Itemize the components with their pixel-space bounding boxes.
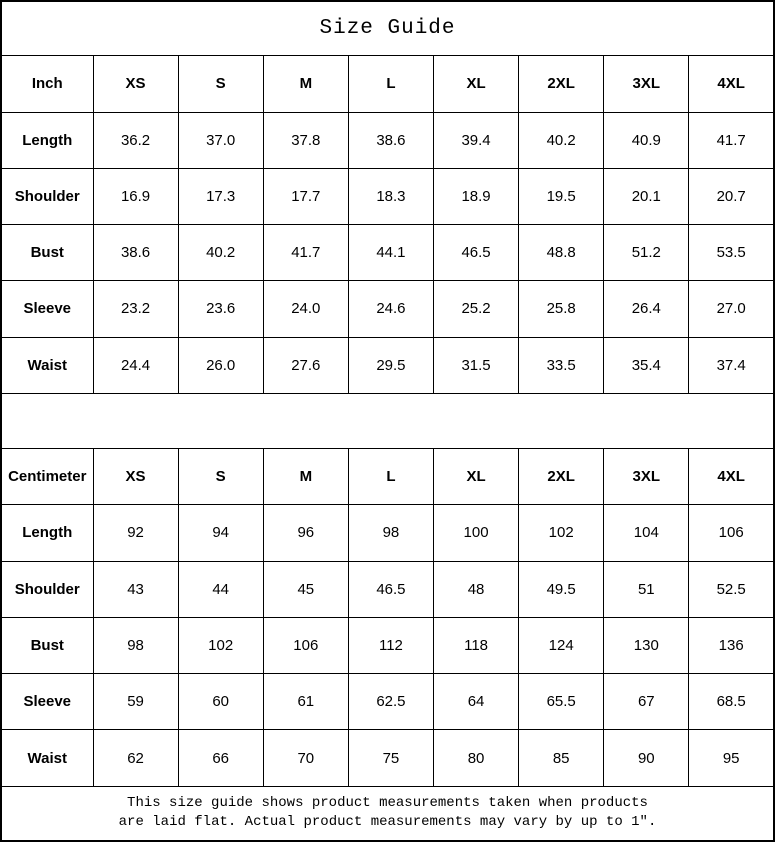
measurement-value: 25.2 — [434, 281, 519, 337]
measurement-value: 38.6 — [348, 112, 433, 168]
measurement-value: 41.7 — [263, 225, 348, 281]
measurement-value: 19.5 — [519, 168, 604, 224]
table-row — [1, 168, 774, 224]
size-column-header: L — [348, 56, 433, 112]
measurement-value: 98 — [93, 617, 178, 673]
measurement-value: 68.5 — [689, 674, 774, 730]
footer-line-2: are laid flat. Actual product measurements may vary by up to 1″. — [118, 814, 657, 831]
measurement-value: 25.8 — [519, 281, 604, 337]
measurement-value: 18.9 — [434, 168, 519, 224]
measurement-value: 62 — [93, 730, 178, 786]
measurement-value: 26.4 — [604, 281, 689, 337]
table-row — [1, 505, 774, 561]
measurement-value: 106 — [263, 617, 348, 673]
measurement-label: Length — [1, 112, 93, 168]
measurement-label: Length — [1, 505, 93, 561]
footer-line-1: This size guide shows product measurements taken when products — [127, 795, 648, 812]
table-row — [1, 337, 774, 393]
size-column-header: 4XL — [689, 56, 774, 112]
size-column-header: 2XL — [519, 449, 604, 505]
spacer-cell — [1, 393, 774, 448]
measurement-value: 20.7 — [689, 168, 774, 224]
measurement-value: 92 — [93, 505, 178, 561]
table-row — [1, 281, 774, 337]
measurement-value: 38.6 — [93, 225, 178, 281]
measurement-value: 27.6 — [263, 337, 348, 393]
measurement-value: 20.1 — [604, 168, 689, 224]
measurement-value: 66 — [178, 730, 263, 786]
size-column-header: 2XL — [519, 56, 604, 112]
measurement-value: 43 — [93, 561, 178, 617]
measurement-value: 98 — [348, 505, 433, 561]
measurement-value: 23.2 — [93, 281, 178, 337]
measurement-label: Shoulder — [1, 561, 93, 617]
measurement-value: 35.4 — [604, 337, 689, 393]
measurement-value: 24.6 — [348, 281, 433, 337]
size-column-header: XS — [93, 449, 178, 505]
inch-header-row — [1, 56, 774, 112]
measurement-value: 64 — [434, 674, 519, 730]
measurement-label: Bust — [1, 617, 93, 673]
measurement-value: 29.5 — [348, 337, 433, 393]
measurement-value: 40.2 — [519, 112, 604, 168]
size-column-header: XL — [434, 56, 519, 112]
table-row — [1, 225, 774, 281]
measurement-value: 51.2 — [604, 225, 689, 281]
table-row — [1, 674, 774, 730]
measurement-value: 96 — [263, 505, 348, 561]
measurement-value: 102 — [178, 617, 263, 673]
measurement-label: Waist — [1, 730, 93, 786]
measurement-value: 37.8 — [263, 112, 348, 168]
measurement-value: 46.5 — [348, 561, 433, 617]
measurement-value: 18.3 — [348, 168, 433, 224]
measurement-label: Sleeve — [1, 281, 93, 337]
size-column-header: M — [263, 449, 348, 505]
measurement-label: Sleeve — [1, 674, 93, 730]
page-title: Size Guide — [1, 1, 774, 56]
measurement-value: 44 — [178, 561, 263, 617]
measurement-value: 65.5 — [519, 674, 604, 730]
measurement-value: 37.4 — [689, 337, 774, 393]
size-column-header: 3XL — [604, 449, 689, 505]
measurement-value: 27.0 — [689, 281, 774, 337]
measurement-value: 44.1 — [348, 225, 433, 281]
measurement-value: 41.7 — [689, 112, 774, 168]
measurement-value: 49.5 — [519, 561, 604, 617]
measurement-value: 102 — [519, 505, 604, 561]
measurement-value: 46.5 — [434, 225, 519, 281]
measurement-value: 112 — [348, 617, 433, 673]
measurement-value: 94 — [178, 505, 263, 561]
measurement-value: 17.3 — [178, 168, 263, 224]
table-row — [1, 730, 774, 786]
measurement-value: 95 — [689, 730, 774, 786]
measurement-value: 75 — [348, 730, 433, 786]
table-row — [1, 112, 774, 168]
measurement-value: 48 — [434, 561, 519, 617]
footer-row — [1, 786, 774, 841]
measurement-value: 23.6 — [178, 281, 263, 337]
measurement-value: 60 — [178, 674, 263, 730]
size-column-header: S — [178, 56, 263, 112]
measurement-label: Waist — [1, 337, 93, 393]
measurement-value: 51 — [604, 561, 689, 617]
size-column-header: 4XL — [689, 449, 774, 505]
measurement-value: 45 — [263, 561, 348, 617]
measurement-value: 24.0 — [263, 281, 348, 337]
centimeter-header-row — [1, 449, 774, 505]
measurement-value: 106 — [689, 505, 774, 561]
measurement-value: 39.4 — [434, 112, 519, 168]
measurement-value: 80 — [434, 730, 519, 786]
measurement-value: 36.2 — [93, 112, 178, 168]
measurement-value: 52.5 — [689, 561, 774, 617]
measurement-value: 90 — [604, 730, 689, 786]
measurement-value: 59 — [93, 674, 178, 730]
spacer-row — [1, 393, 774, 448]
measurement-value: 124 — [519, 617, 604, 673]
measurement-value: 61 — [263, 674, 348, 730]
measurement-value: 17.7 — [263, 168, 348, 224]
measurement-value: 118 — [434, 617, 519, 673]
measurement-value: 16.9 — [93, 168, 178, 224]
measurement-value: 37.0 — [178, 112, 263, 168]
size-column-header: S — [178, 449, 263, 505]
measurement-value: 85 — [519, 730, 604, 786]
measurement-value: 24.4 — [93, 337, 178, 393]
measurement-value: 48.8 — [519, 225, 604, 281]
size-column-header: 3XL — [604, 56, 689, 112]
unit-header-centimeter: Centimeter — [1, 449, 93, 505]
measurement-value: 104 — [604, 505, 689, 561]
table-row — [1, 561, 774, 617]
measurement-value: 40.2 — [178, 225, 263, 281]
measurement-label: Shoulder — [1, 168, 93, 224]
measurement-value: 53.5 — [689, 225, 774, 281]
measurement-label: Bust — [1, 225, 93, 281]
measurement-value: 67 — [604, 674, 689, 730]
size-column-header: M — [263, 56, 348, 112]
title-row — [1, 1, 774, 56]
size-column-header: XS — [93, 56, 178, 112]
measurement-value: 40.9 — [604, 112, 689, 168]
measurement-value: 31.5 — [434, 337, 519, 393]
measurement-value: 26.0 — [178, 337, 263, 393]
unit-header-inch: Inch — [1, 56, 93, 112]
footer-note — [1, 786, 774, 841]
size-column-header: XL — [434, 449, 519, 505]
measurement-value: 100 — [434, 505, 519, 561]
measurement-value: 33.5 — [519, 337, 604, 393]
table-row — [1, 617, 774, 673]
measurement-value: 70 — [263, 730, 348, 786]
measurement-value: 62.5 — [348, 674, 433, 730]
size-column-header: L — [348, 449, 433, 505]
measurement-value: 130 — [604, 617, 689, 673]
measurement-value: 136 — [689, 617, 774, 673]
